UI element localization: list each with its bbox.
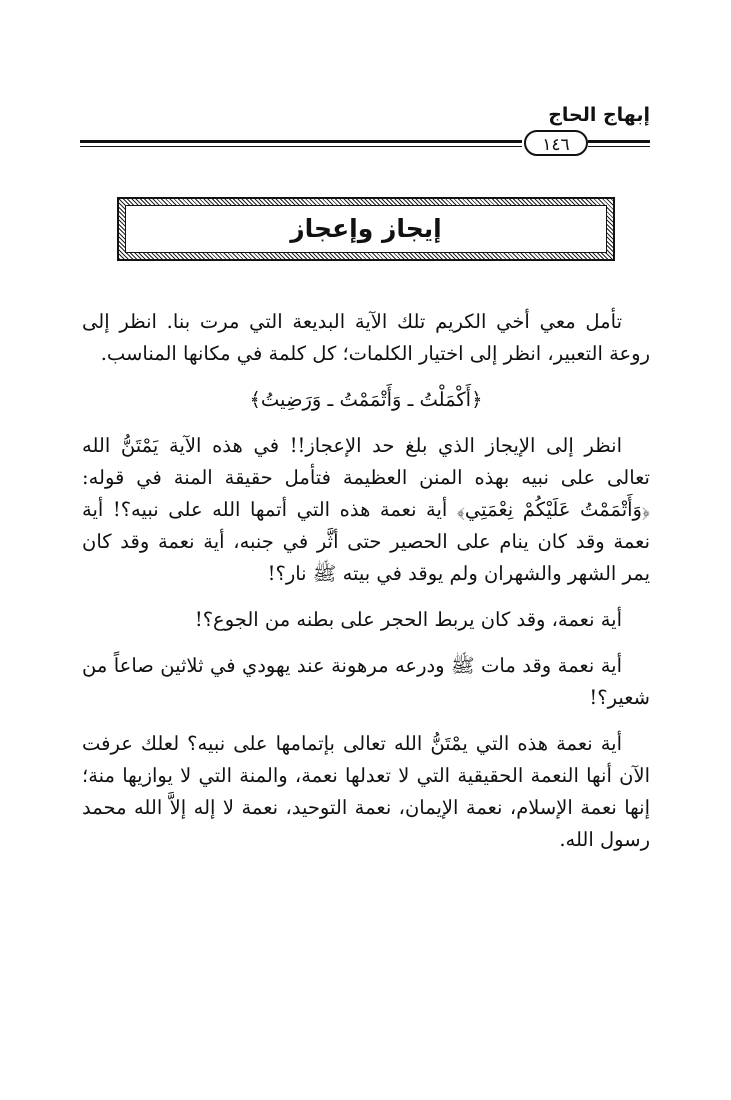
running-head-title: إبهاج الحاج (548, 104, 650, 126)
page-number: ١٤٦ (524, 130, 588, 156)
page-header (80, 104, 650, 154)
section-title-frame (117, 197, 615, 261)
paragraph: انظر إلى الإيجاز الذي بلغ حد الإعجاز!! في هذه الآية يَمْتَنُّ الله تعالى على نبيه بهذه المنن العظيمة فتأمل حقيقة المنة في قوله: ﴿وَأَتْمَمْتُ عَلَيْكُمْ نِعْمَتِي﴾ أية نعمة هذه التي أتمها الله على نبيه؟! أية نعمة وقد كان ينام على الحصير حتى أثَّر في جنبه، أية نعمة وقد كان يمر الشهر والشهران ولم يوقد في بيته ﷺ نار؟! (82, 434, 650, 585)
quran-verse: ﴿أَكْمَلْتُ ـ وَأَتْمَمْتُ ـ وَرَضِيتُ﴾ (249, 388, 483, 411)
paragraph: تأمل معي أخي الكريم تلك الآية البديعة التي مرت بنا. انظر إلى روعة التعبير، انظر إلى اختيار الكلمات؛ كل كلمة في مكانها المناسب. (82, 310, 650, 365)
paragraph: أية نعمة وقد مات ﷺ ودرعه مرهونة عند يهودي في ثلاثين صاعاً من شعير؟! (82, 654, 650, 709)
paragraph: أية نعمة، وقد كان يربط الحجر على بطنه من الجوع؟! (194, 608, 622, 631)
page-body (82, 306, 650, 870)
header-rule (80, 146, 522, 147)
section-title-panel (125, 205, 607, 253)
paragraph: أية نعمة هذه التي يمْتَنُّ الله تعالى بإتمامها على نبيه؟ لعلك عرفت الآن أنها النعمة الحقيقية التي لا تعدلها نعمة، والمنة التي لا يوازيها منة؛ إنها نعمة الإسلام، نعمة الإيمان، نعمة التوحيد، نعمة لا إله إلاَّ الله محمد رسول الله. (82, 732, 650, 851)
section-title: إيجاز وإعجاز (290, 214, 442, 243)
header-rule (588, 146, 650, 147)
header-rule (80, 140, 522, 143)
header-rule (588, 140, 650, 143)
